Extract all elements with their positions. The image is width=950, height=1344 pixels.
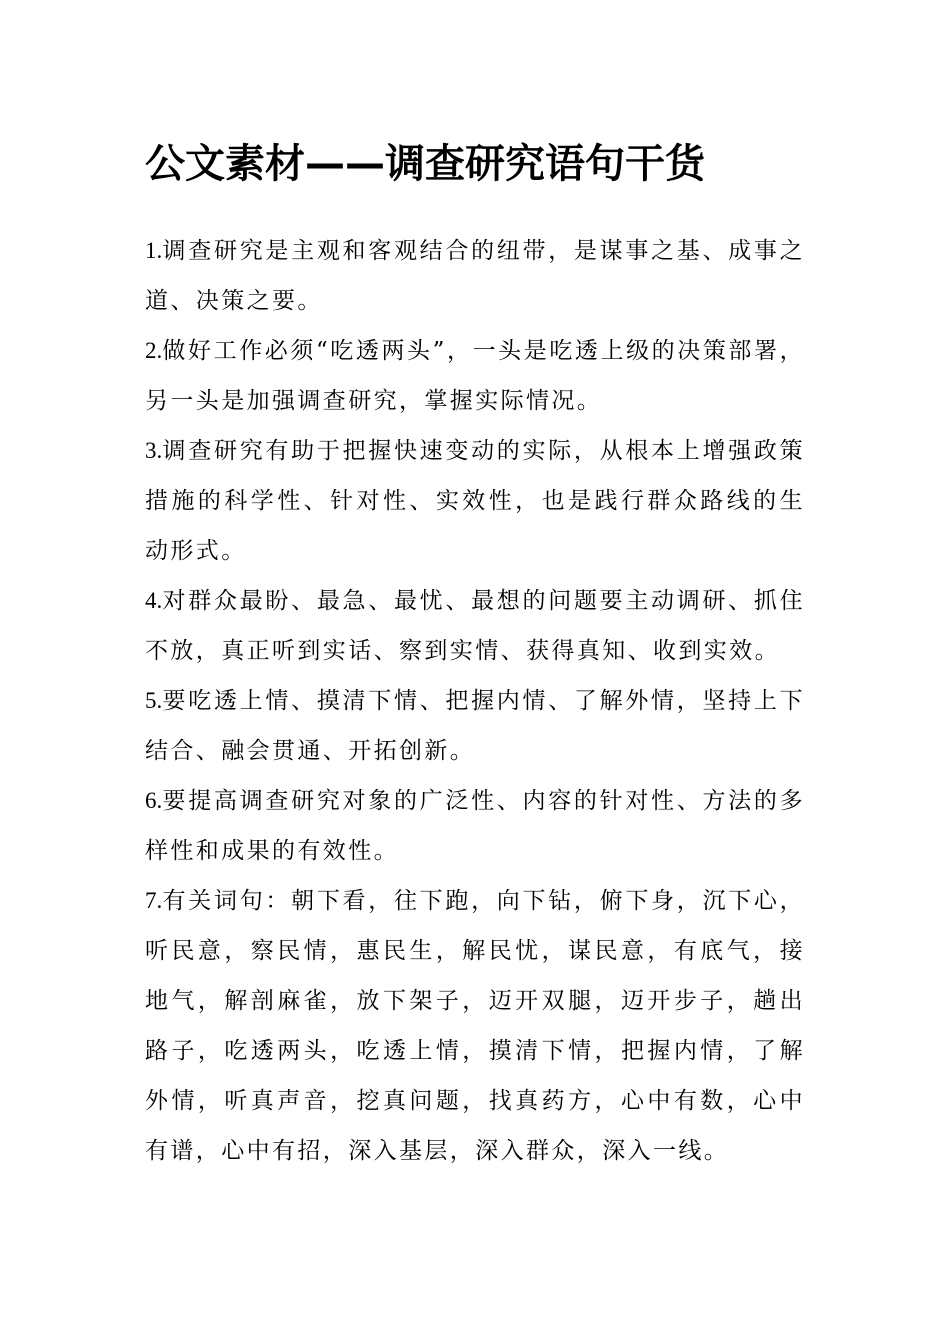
list-item: [145, 226, 805, 326]
item-text: 调查研究是主观和客观结合的纽带，是谋事之基、成事之道、决策之要。: [145, 238, 805, 314]
item-text: 做好工作必须“吃透两头”，一头是吃透上级的决策部署，另一头是加强调查研究，掌握实际情况。: [145, 338, 805, 414]
item-text: 调查研究有助于把握快速变动的实际，从根本上增强政策措施的科学性、针对性、实效性，也是践行群众路线的生动形式。: [145, 438, 805, 564]
item-number: 1.: [145, 238, 163, 263]
list-item: [145, 676, 805, 776]
list-item: [145, 576, 805, 676]
item-number: 7.: [145, 888, 163, 913]
item-number: 3.: [145, 438, 163, 463]
list-item: [145, 776, 805, 876]
list-item: [145, 876, 805, 1176]
document-title: 公文素材——调查研究语句干货: [145, 141, 705, 187]
item-text: 有关词句：朝下看，往下跑，向下钻，俯下身，沉下心，听民意，察民情，惠民生，解民忧，谋民意，有底气，接地气，解剖麻雀，放下架子，迈开双腿，迈开步子，趟出路子，吃透两头，吃透上情，摸清下情，把握内情，了解外情，听真声音，挖真问题，找真药方，心中有数，心中有谱，心中有招，深入基层，深入群众，深入一线。: [145, 888, 805, 1164]
item-number: 5.: [145, 688, 163, 713]
item-text: 要提高调查研究对象的广泛性、内容的针对性、方法的多样性和成果的有效性。: [145, 788, 805, 864]
document-body: [145, 226, 805, 1176]
list-item: [145, 426, 805, 576]
list-item: [145, 326, 805, 426]
item-number: 4.: [145, 588, 163, 613]
item-text: 要吃透上情、摸清下情、把握内情、了解外情，坚持上下结合、融会贯通、开拓创新。: [145, 688, 805, 764]
item-number: 6.: [145, 788, 163, 813]
item-number: 2.: [145, 338, 163, 363]
item-text: 对群众最盼、最急、最忧、最想的问题要主动调研、抓住不放，真正听到实话、察到实情、获得真知、收到实效。: [145, 588, 805, 664]
